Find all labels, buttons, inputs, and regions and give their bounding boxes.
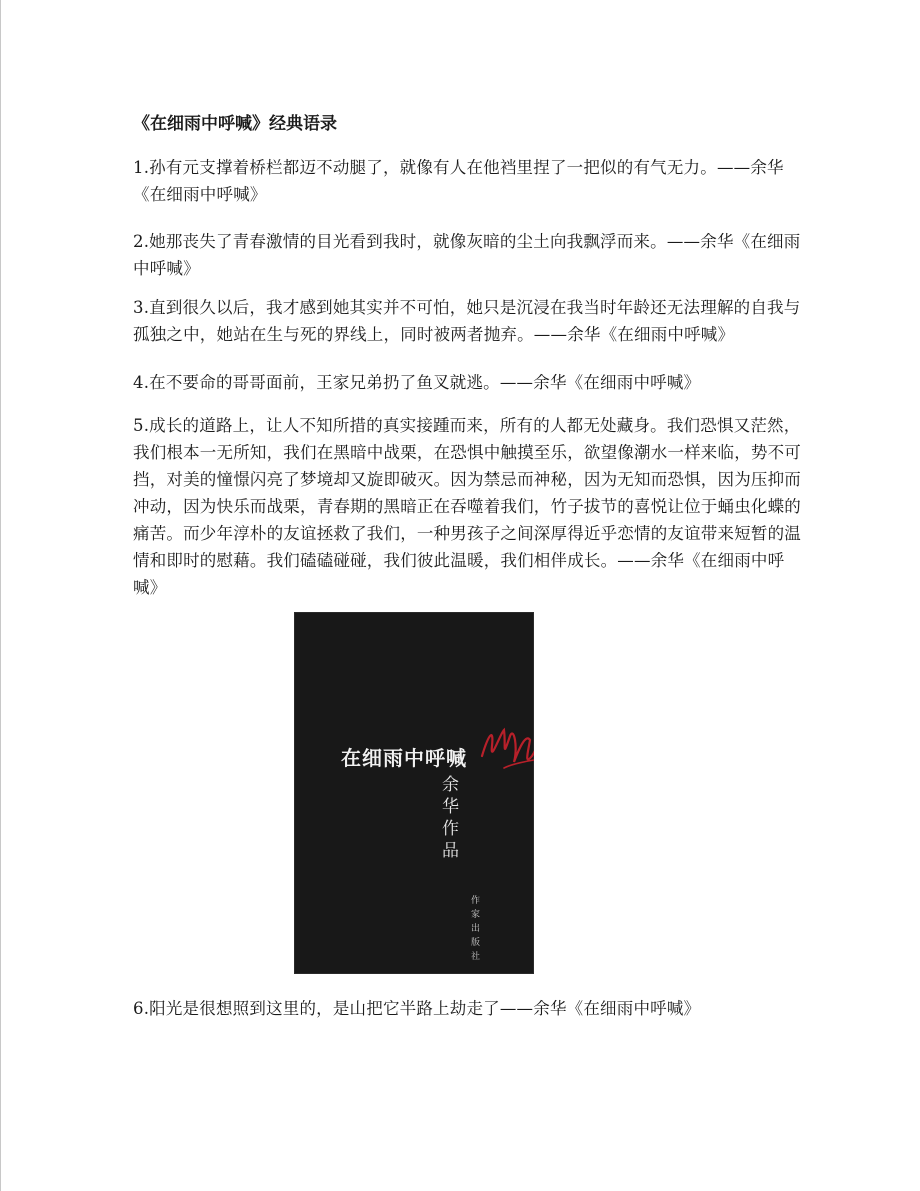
book-cover-image xyxy=(294,612,534,974)
quote-3: 3.直到很久以后，我才感到她其实并不可怕，她只是沉浸在我当时年龄还无法理解的自我与孤独之中，她站在生与死的界线上，同时被两者抛弃。——余华《在细雨中呼喊》 xyxy=(133,298,801,344)
quote-1: 1.孙有元支撑着桥栏都迈不动腿了，就像有人在他裆里捏了一把似的有气无力。——余华《在细雨中呼喊》 xyxy=(133,158,784,204)
page-edge xyxy=(0,0,1,1191)
quote-6: 6.阳光是很想照到这里的，是山把它半路上劫走了——余华《在细雨中呼喊》 xyxy=(133,999,701,1018)
cover-author: 余华作品 xyxy=(442,775,459,861)
document-title: 《在细雨中呼喊》经典语录 xyxy=(133,114,337,134)
quote-4: 4.在不要命的哥哥面前，王家兄弟扔了鱼叉就逃。——余华《在细雨中呼喊》 xyxy=(133,373,701,392)
author-signature-icon xyxy=(474,716,534,786)
quote-2: 2.她那丧失了青春激情的目光看到我时，就像灰暗的尘土向我飘浮而来。——余华《在细雨中呼喊》 xyxy=(133,232,801,278)
cover-publisher: 作家出版社 xyxy=(471,896,481,962)
quote-5: 5.成长的道路上，让人不知所措的真实接踵而来，所有的人都无处藏身。我们恐惧又茫然，我们根本一无所知，我们在黑暗中战栗，在恐惧中触摸至乐，欲望像潮水一样来临，势不可挡，对美的憧憬闪亮了梦境却又旋即破灭。因为禁忌而神秘，因为无知而恐惧，因为压抑而冲动，因为快乐而战栗，青春期的黑暗正在吞噬着我们，竹子拔节的喜悦让位于蛹虫化蝶的痛苦。而少年淳朴的友谊拯救了我们，一种男孩子之间深厚得近乎恋情的友谊带来短暂的温情和即时的慰藉。我们磕磕碰碰，我们彼此温暖，我们相伴成长。——余华《在细雨中呼喊》 xyxy=(133,416,801,597)
cover-title: 在细雨中呼喊 xyxy=(341,746,467,770)
